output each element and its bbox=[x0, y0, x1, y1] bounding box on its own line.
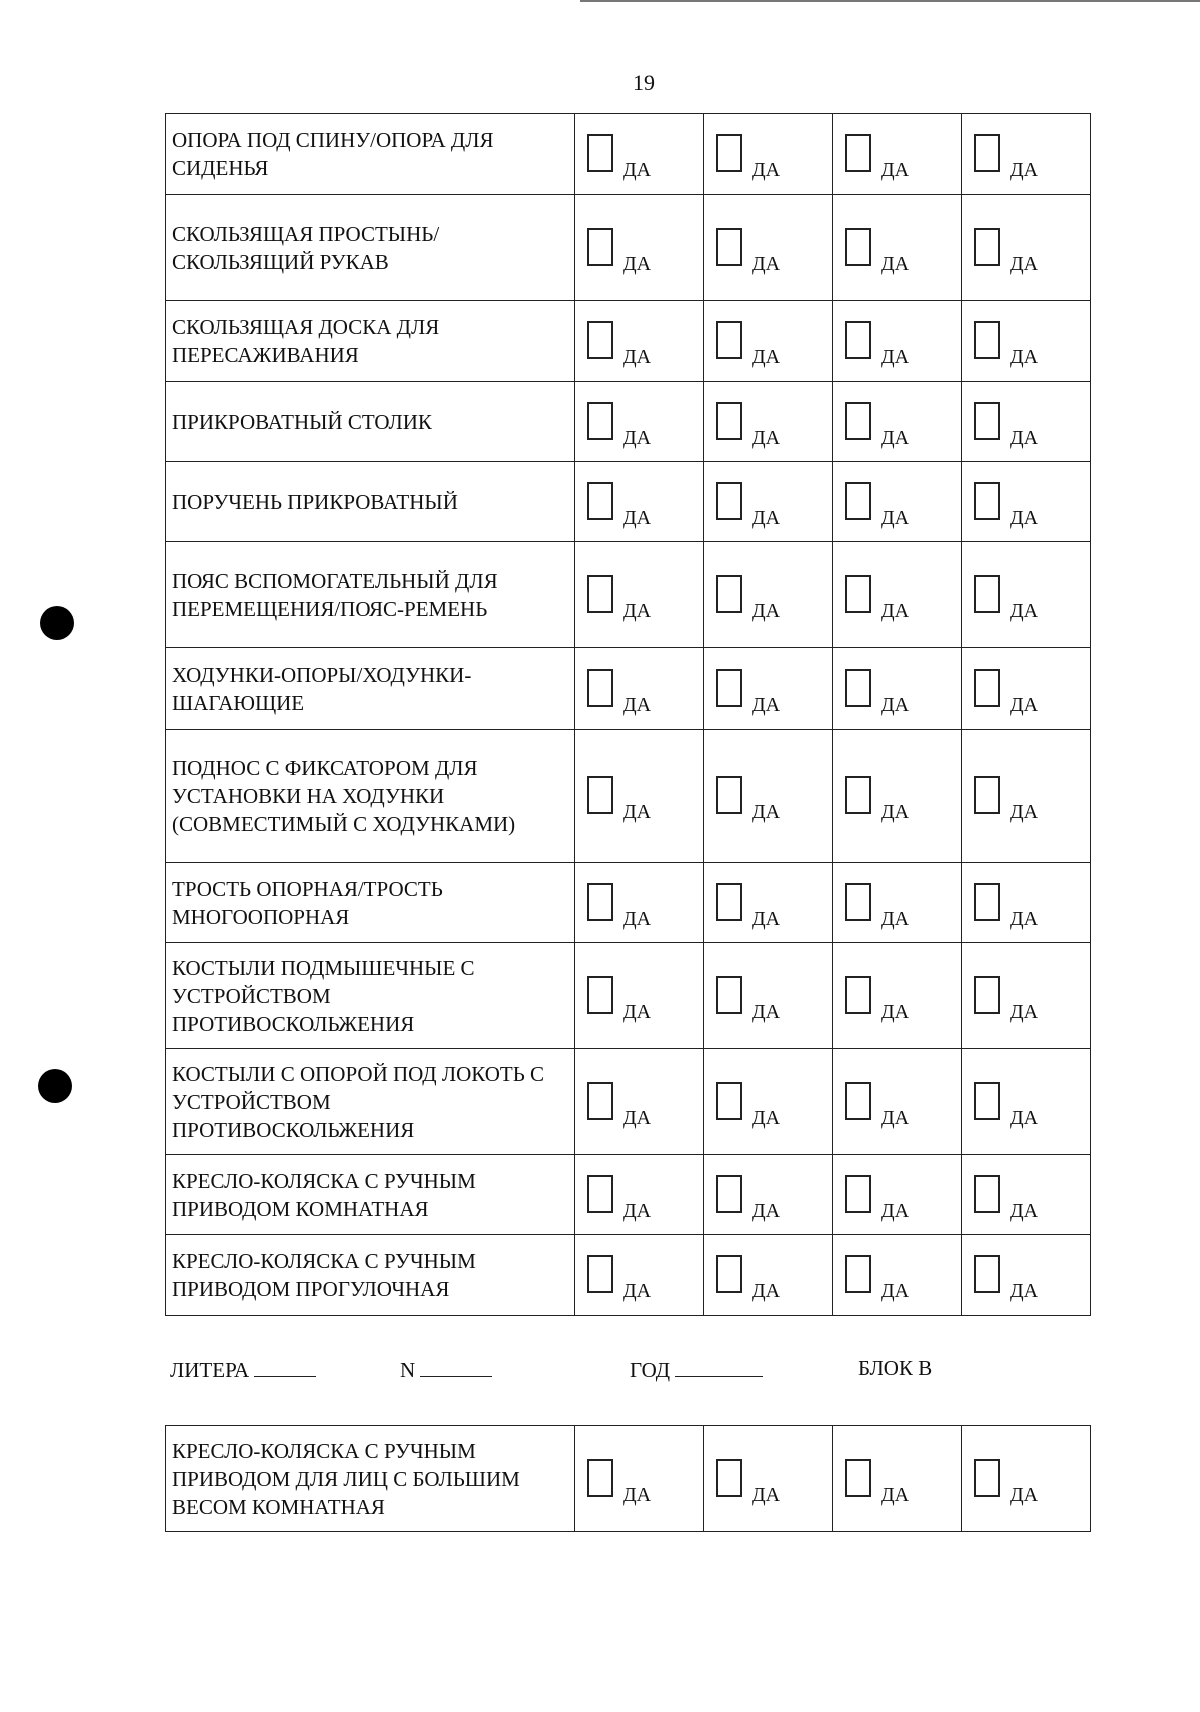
yes-option[interactable] bbox=[575, 1175, 703, 1222]
option-cell bbox=[962, 1235, 1091, 1316]
yes-label: ДА bbox=[881, 1000, 910, 1023]
item-label: ПОДНОС С ФИКСАТОРОМ ДЛЯ УСТАНОВКИ НА ХОДУНКИ (СОВМЕСТИМЫЙ С ХОДУНКАМИ) bbox=[166, 730, 575, 863]
yes-checkbox[interactable] bbox=[974, 1255, 1000, 1293]
yes-option[interactable] bbox=[575, 1082, 703, 1129]
yes-option[interactable] bbox=[575, 575, 703, 622]
option-cell bbox=[833, 382, 962, 462]
yes-label: ДА bbox=[752, 801, 781, 823]
yes-checkbox[interactable] bbox=[587, 669, 613, 707]
yes-checkbox[interactable] bbox=[845, 134, 871, 172]
yes-option[interactable] bbox=[833, 1255, 961, 1302]
yes-label: ДА bbox=[881, 1199, 910, 1222]
yes-checkbox[interactable] bbox=[974, 575, 1000, 613]
assistive-devices-table-continued bbox=[165, 1425, 1091, 1532]
yes-label: ДА bbox=[1010, 907, 1039, 930]
yes-label: ДА bbox=[1010, 506, 1039, 529]
punch-hole-mark bbox=[38, 1069, 72, 1103]
yes-checkbox[interactable] bbox=[845, 1255, 871, 1293]
table-row bbox=[166, 648, 1091, 730]
yes-checkbox[interactable] bbox=[974, 321, 1000, 359]
table-row bbox=[166, 114, 1091, 195]
yes-checkbox[interactable] bbox=[845, 883, 871, 921]
yes-option[interactable] bbox=[704, 134, 832, 181]
yes-checkbox[interactable] bbox=[974, 883, 1000, 921]
yes-option[interactable] bbox=[704, 1255, 832, 1302]
option-cell bbox=[833, 863, 962, 943]
year-label: ГОД bbox=[630, 1358, 671, 1382]
item-label: КРЕСЛО-КОЛЯСКА С РУЧНЫМ ПРИВОДОМ ДЛЯ ЛИЦ С БОЛЬШИМ ВЕСОМ КОМНАТНАЯ bbox=[166, 1426, 575, 1532]
number-blank[interactable] bbox=[420, 1356, 492, 1377]
yes-option[interactable] bbox=[833, 402, 961, 449]
option-cell bbox=[704, 195, 833, 301]
yes-label: ДА bbox=[1010, 1280, 1039, 1302]
yes-checkbox[interactable] bbox=[587, 1175, 613, 1213]
item-label: ТРОСТЬ ОПОРНАЯ/ТРОСТЬ МНОГООПОРНАЯ bbox=[166, 863, 575, 943]
option-cell bbox=[833, 1235, 962, 1316]
option-cell bbox=[704, 114, 833, 195]
option-cell bbox=[833, 114, 962, 195]
yes-option[interactable] bbox=[704, 228, 832, 275]
yes-option[interactable] bbox=[833, 669, 961, 716]
option-cell bbox=[575, 462, 704, 542]
yes-label: ДА bbox=[623, 426, 652, 449]
yes-option[interactable] bbox=[833, 1459, 961, 1506]
yes-label: ДА bbox=[1010, 1106, 1039, 1129]
yes-checkbox[interactable] bbox=[845, 321, 871, 359]
yes-checkbox[interactable] bbox=[587, 134, 613, 172]
option-cell bbox=[575, 1155, 704, 1235]
option-cell bbox=[962, 730, 1091, 863]
option-cell bbox=[704, 462, 833, 542]
item-label: СКОЛЬЗЯЩАЯ ДОСКА ДЛЯ ПЕРЕСАЖИВАНИЯ bbox=[166, 301, 575, 382]
page-number: 19 bbox=[633, 70, 655, 95]
yes-label: ДА bbox=[1010, 159, 1039, 181]
yes-option[interactable] bbox=[575, 776, 703, 823]
yes-option[interactable] bbox=[704, 776, 832, 823]
yes-checkbox[interactable] bbox=[716, 482, 742, 520]
yes-label: ДА bbox=[881, 346, 910, 368]
table-row bbox=[166, 943, 1091, 1049]
yes-checkbox[interactable] bbox=[974, 776, 1000, 814]
yes-option[interactable] bbox=[575, 1255, 703, 1302]
yes-checkbox[interactable] bbox=[587, 1459, 613, 1497]
yes-checkbox[interactable] bbox=[716, 976, 742, 1014]
option-cell bbox=[962, 1049, 1091, 1155]
option-cell bbox=[575, 863, 704, 943]
yes-option[interactable] bbox=[704, 321, 832, 368]
yes-option[interactable] bbox=[833, 321, 961, 368]
number-field[interactable] bbox=[400, 1356, 492, 1383]
yes-label: ДА bbox=[1010, 1199, 1039, 1222]
option-cell bbox=[962, 301, 1091, 382]
yes-checkbox[interactable] bbox=[716, 575, 742, 613]
yes-option[interactable] bbox=[962, 575, 1090, 622]
yes-checkbox[interactable] bbox=[587, 402, 613, 440]
yes-option[interactable] bbox=[575, 669, 703, 716]
yes-label: ДА bbox=[1010, 346, 1039, 368]
item-label: КРЕСЛО-КОЛЯСКА С РУЧНЫМ ПРИВОДОМ КОМНАТНАЯ bbox=[166, 1155, 575, 1235]
yes-option[interactable] bbox=[575, 482, 703, 529]
option-cell bbox=[833, 195, 962, 301]
yes-label: ДА bbox=[752, 426, 781, 449]
yes-label: ДА bbox=[1010, 1000, 1039, 1023]
option-cell bbox=[833, 1049, 962, 1155]
yes-label: ДА bbox=[1010, 599, 1039, 622]
yes-checkbox[interactable] bbox=[716, 1459, 742, 1497]
item-label: СКОЛЬЗЯЩАЯ ПРОСТЫНЬ/СКОЛЬЗЯЩИЙ РУКАВ bbox=[166, 195, 575, 301]
yes-label: ДА bbox=[623, 159, 652, 181]
yes-label: ДА bbox=[623, 346, 652, 368]
option-cell bbox=[962, 863, 1091, 943]
yes-option[interactable] bbox=[704, 482, 832, 529]
yes-option[interactable] bbox=[833, 575, 961, 622]
yes-label: ДА bbox=[881, 599, 910, 622]
item-label: ПОЯС ВСПОМОГАТЕЛЬНЫЙ ДЛЯ ПЕРЕМЕЩЕНИЯ/ПОЯС-РЕМЕНЬ bbox=[166, 542, 575, 648]
yes-option[interactable] bbox=[575, 883, 703, 930]
yes-checkbox[interactable] bbox=[974, 134, 1000, 172]
yes-checkbox[interactable] bbox=[974, 1459, 1000, 1497]
item-label: ПОРУЧЕНЬ ПРИКРОВАТНЫЙ bbox=[166, 462, 575, 542]
litera-label: ЛИТЕРА bbox=[170, 1358, 250, 1382]
yes-label: ДА bbox=[1010, 252, 1039, 275]
yes-option[interactable] bbox=[962, 134, 1090, 181]
yes-label: ДА bbox=[881, 907, 910, 930]
table-row bbox=[166, 1235, 1091, 1316]
yes-option[interactable] bbox=[962, 402, 1090, 449]
yes-checkbox[interactable] bbox=[587, 776, 613, 814]
yes-checkbox[interactable] bbox=[716, 1255, 742, 1293]
option-cell bbox=[833, 730, 962, 863]
option-cell bbox=[962, 114, 1091, 195]
yes-checkbox[interactable] bbox=[716, 402, 742, 440]
assistive-devices-table bbox=[165, 113, 1091, 1316]
yes-checkbox[interactable] bbox=[845, 776, 871, 814]
yes-checkbox[interactable] bbox=[716, 134, 742, 172]
yes-label: ДА bbox=[881, 801, 910, 823]
yes-label: ДА bbox=[752, 1280, 781, 1302]
option-cell bbox=[962, 1426, 1091, 1532]
yes-label: ДА bbox=[752, 693, 781, 716]
yes-label: ДА bbox=[752, 1000, 781, 1023]
item-label: КРЕСЛО-КОЛЯСКА С РУЧНЫМ ПРИВОДОМ ПРОГУЛОЧНАЯ bbox=[166, 1235, 575, 1316]
litera-field[interactable] bbox=[170, 1356, 316, 1383]
yes-label: ДА bbox=[623, 1483, 652, 1506]
option-cell bbox=[704, 1049, 833, 1155]
yes-label: ДА bbox=[752, 1199, 781, 1222]
option-cell bbox=[833, 462, 962, 542]
option-cell bbox=[575, 1426, 704, 1532]
yes-label: ДА bbox=[1010, 1483, 1039, 1506]
yes-option[interactable] bbox=[962, 482, 1090, 529]
punch-hole-mark bbox=[40, 606, 74, 640]
yes-option[interactable] bbox=[962, 1255, 1090, 1302]
yes-label: ДА bbox=[881, 1280, 910, 1302]
yes-label: ДА bbox=[752, 252, 781, 275]
yes-checkbox[interactable] bbox=[974, 669, 1000, 707]
table-row bbox=[166, 542, 1091, 648]
yes-checkbox[interactable] bbox=[845, 669, 871, 707]
option-cell bbox=[833, 1155, 962, 1235]
yes-label: ДА bbox=[623, 801, 652, 823]
yes-option[interactable] bbox=[575, 228, 703, 275]
table-row bbox=[166, 1155, 1091, 1235]
yes-option[interactable] bbox=[962, 776, 1090, 823]
item-label: ПРИКРОВАТНЫЙ СТОЛИК bbox=[166, 382, 575, 462]
option-cell bbox=[704, 863, 833, 943]
yes-checkbox[interactable] bbox=[974, 976, 1000, 1014]
yes-option[interactable] bbox=[962, 669, 1090, 716]
yes-label: ДА bbox=[881, 1483, 910, 1506]
yes-option[interactable] bbox=[575, 402, 703, 449]
yes-checkbox[interactable] bbox=[587, 883, 613, 921]
yes-checkbox[interactable] bbox=[845, 402, 871, 440]
option-cell bbox=[704, 301, 833, 382]
option-cell bbox=[833, 648, 962, 730]
yes-checkbox[interactable] bbox=[974, 402, 1000, 440]
yes-label: ДА bbox=[752, 1483, 781, 1506]
yes-option[interactable] bbox=[575, 134, 703, 181]
yes-option[interactable] bbox=[704, 883, 832, 930]
item-label: КОСТЫЛИ ПОДМЫШЕЧНЫЕ С УСТРОЙСТВОМ ПРОТИВОСКОЛЬЖЕНИЯ bbox=[166, 943, 575, 1049]
yes-label: ДА bbox=[752, 599, 781, 622]
yes-label: ДА bbox=[752, 907, 781, 930]
yes-checkbox[interactable] bbox=[716, 669, 742, 707]
yes-option[interactable] bbox=[962, 1175, 1090, 1222]
option-cell bbox=[704, 382, 833, 462]
yes-checkbox[interactable] bbox=[587, 976, 613, 1014]
yes-option[interactable] bbox=[962, 976, 1090, 1023]
option-cell bbox=[962, 943, 1091, 1049]
yes-option[interactable] bbox=[704, 402, 832, 449]
yes-label: ДА bbox=[881, 252, 910, 275]
yes-label: ДА bbox=[623, 1280, 652, 1302]
yes-label: ДА bbox=[881, 506, 910, 529]
yes-option[interactable] bbox=[833, 1082, 961, 1129]
option-cell bbox=[704, 1155, 833, 1235]
option-cell bbox=[833, 542, 962, 648]
yes-label: ДА bbox=[623, 506, 652, 529]
yes-label: ДА bbox=[623, 252, 652, 275]
yes-label: ДА bbox=[752, 346, 781, 368]
yes-option[interactable] bbox=[962, 1082, 1090, 1129]
yes-checkbox[interactable] bbox=[845, 1082, 871, 1120]
yes-label: ДА bbox=[623, 1000, 652, 1023]
table-row bbox=[166, 1426, 1091, 1532]
option-cell bbox=[962, 542, 1091, 648]
assistive-devices-table-continued-body bbox=[166, 1426, 1091, 1532]
top-border-line bbox=[580, 0, 1200, 2]
yes-option[interactable] bbox=[575, 976, 703, 1023]
table-row bbox=[166, 1049, 1091, 1155]
yes-checkbox[interactable] bbox=[845, 575, 871, 613]
yes-option[interactable] bbox=[833, 976, 961, 1023]
yes-option[interactable] bbox=[704, 669, 832, 716]
yes-option[interactable] bbox=[704, 976, 832, 1023]
litera-blank[interactable] bbox=[254, 1356, 316, 1377]
yes-option[interactable] bbox=[704, 575, 832, 622]
yes-checkbox[interactable] bbox=[845, 228, 871, 266]
yes-option[interactable] bbox=[962, 1459, 1090, 1506]
yes-checkbox[interactable] bbox=[716, 228, 742, 266]
option-cell bbox=[575, 730, 704, 863]
yes-label: ДА bbox=[881, 1106, 910, 1129]
yes-checkbox[interactable] bbox=[587, 1255, 613, 1293]
yes-label: ДА bbox=[1010, 693, 1039, 716]
yes-checkbox[interactable] bbox=[974, 1175, 1000, 1213]
yes-option[interactable] bbox=[962, 321, 1090, 368]
yes-checkbox[interactable] bbox=[587, 482, 613, 520]
yes-label: ДА bbox=[623, 1199, 652, 1222]
table-row bbox=[166, 863, 1091, 943]
table-row bbox=[166, 301, 1091, 382]
option-cell bbox=[575, 114, 704, 195]
yes-option[interactable] bbox=[962, 228, 1090, 275]
table-row bbox=[166, 382, 1091, 462]
option-cell bbox=[704, 1426, 833, 1532]
item-label: ОПОРА ПОД СПИНУ/ОПОРА ДЛЯ СИДЕНЬЯ bbox=[166, 114, 575, 195]
yes-checkbox[interactable] bbox=[845, 1459, 871, 1497]
yes-label: ДА bbox=[881, 426, 910, 449]
option-cell bbox=[575, 542, 704, 648]
yes-checkbox[interactable] bbox=[974, 1082, 1000, 1120]
option-cell bbox=[575, 301, 704, 382]
option-cell bbox=[962, 462, 1091, 542]
yes-checkbox[interactable] bbox=[587, 575, 613, 613]
block-label: БЛОК В bbox=[858, 1356, 933, 1380]
yes-label: ДА bbox=[623, 907, 652, 930]
yes-label: ДА bbox=[752, 1106, 781, 1129]
yes-checkbox[interactable] bbox=[716, 321, 742, 359]
yes-checkbox[interactable] bbox=[845, 976, 871, 1014]
yes-label: ДА bbox=[752, 159, 781, 181]
option-cell bbox=[962, 195, 1091, 301]
yes-checkbox[interactable] bbox=[974, 228, 1000, 266]
yes-checkbox[interactable] bbox=[587, 1082, 613, 1120]
table-row bbox=[166, 195, 1091, 301]
option-cell bbox=[575, 943, 704, 1049]
yes-option[interactable] bbox=[833, 134, 961, 181]
yes-option[interactable] bbox=[704, 1082, 832, 1129]
yes-option[interactable] bbox=[575, 1459, 703, 1506]
table-row bbox=[166, 462, 1091, 542]
option-cell bbox=[833, 301, 962, 382]
number-label: N bbox=[400, 1358, 416, 1382]
yes-checkbox[interactable] bbox=[587, 228, 613, 266]
year-field[interactable] bbox=[630, 1356, 763, 1383]
yes-option[interactable] bbox=[704, 1459, 832, 1506]
yes-checkbox[interactable] bbox=[845, 1175, 871, 1213]
yes-label: ДА bbox=[1010, 426, 1039, 449]
yes-option[interactable] bbox=[833, 776, 961, 823]
option-cell bbox=[704, 648, 833, 730]
option-cell bbox=[575, 195, 704, 301]
yes-option[interactable] bbox=[833, 1175, 961, 1222]
assistive-devices-table-body bbox=[166, 114, 1091, 1316]
yes-label: ДА bbox=[881, 159, 910, 181]
table-row bbox=[166, 730, 1091, 863]
yes-option[interactable] bbox=[962, 883, 1090, 930]
yes-checkbox[interactable] bbox=[716, 1175, 742, 1213]
yes-label: ДА bbox=[1010, 801, 1039, 823]
option-cell bbox=[575, 1049, 704, 1155]
yes-option[interactable] bbox=[575, 321, 703, 368]
yes-label: ДА bbox=[623, 693, 652, 716]
yes-label: ДА bbox=[623, 1106, 652, 1129]
option-cell bbox=[704, 730, 833, 863]
option-cell bbox=[704, 542, 833, 648]
yes-option[interactable] bbox=[833, 883, 961, 930]
yes-checkbox[interactable] bbox=[716, 776, 742, 814]
option-cell bbox=[962, 382, 1091, 462]
item-label: КОСТЫЛИ С ОПОРОЙ ПОД ЛОКОТЬ С УСТРОЙСТВОМ ПРОТИВОСКОЛЬЖЕНИЯ bbox=[166, 1049, 575, 1155]
yes-checkbox[interactable] bbox=[587, 321, 613, 359]
option-cell bbox=[962, 648, 1091, 730]
yes-label: ДА bbox=[623, 599, 652, 622]
option-cell bbox=[575, 382, 704, 462]
yes-checkbox[interactable] bbox=[845, 482, 871, 520]
yes-option[interactable] bbox=[833, 482, 961, 529]
option-cell bbox=[575, 648, 704, 730]
option-cell bbox=[962, 1155, 1091, 1235]
option-cell bbox=[575, 1235, 704, 1316]
yes-checkbox[interactable] bbox=[974, 482, 1000, 520]
option-cell bbox=[833, 1426, 962, 1532]
yes-label: ДА bbox=[881, 693, 910, 716]
year-blank[interactable] bbox=[675, 1356, 763, 1377]
yes-option[interactable] bbox=[704, 1175, 832, 1222]
yes-checkbox[interactable] bbox=[716, 1082, 742, 1120]
yes-checkbox[interactable] bbox=[716, 883, 742, 921]
yes-label: ДА bbox=[752, 506, 781, 529]
yes-option[interactable] bbox=[833, 228, 961, 275]
option-cell bbox=[833, 943, 962, 1049]
option-cell bbox=[704, 1235, 833, 1316]
item-label: ХОДУНКИ-ОПОРЫ/ХОДУНКИ-ШАГАЮЩИЕ bbox=[166, 648, 575, 730]
option-cell bbox=[704, 943, 833, 1049]
